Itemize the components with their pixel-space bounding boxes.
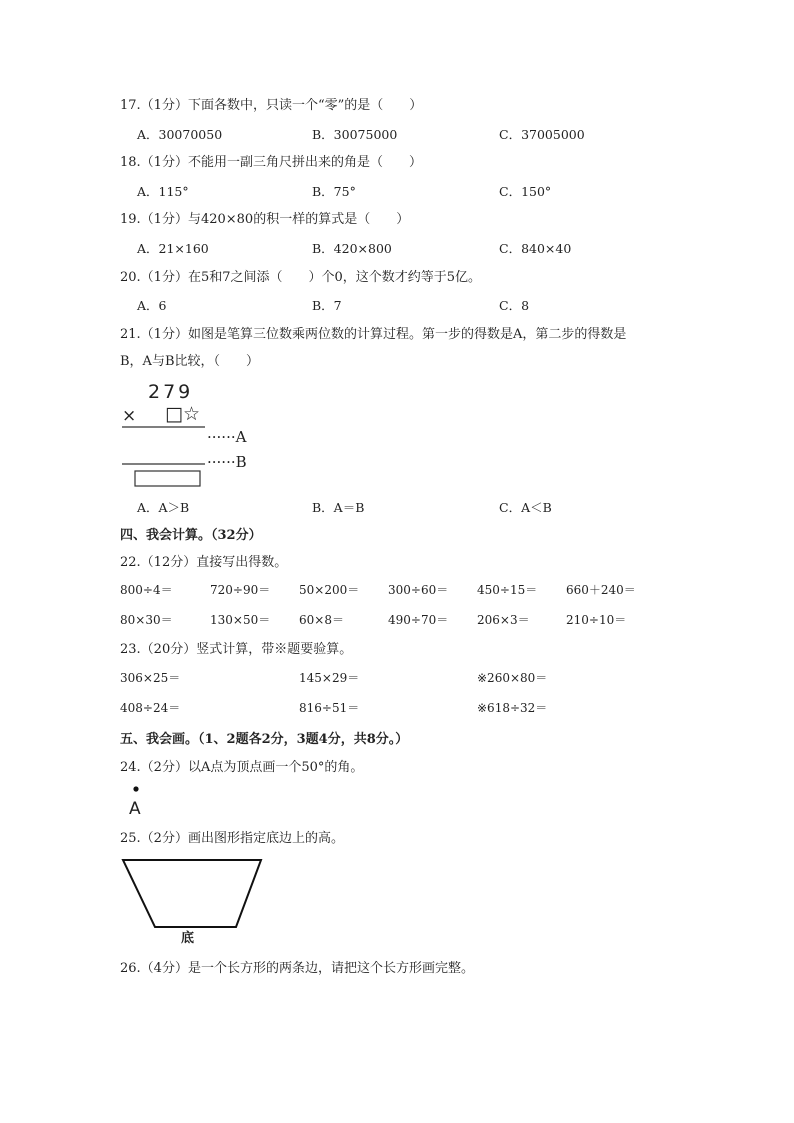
q19-option-c[interactable]: C．840×40 — [499, 241, 572, 256]
q26-stem: 26.（4分）是一个长方形的两条边，请把这个长方形画完整。 — [120, 961, 474, 976]
q22-r2-c5: 206×3＝ — [477, 613, 530, 627]
q22-r1-c6: 660＋240＝ — [566, 583, 636, 597]
multiplicand-279: 279 — [148, 381, 194, 403]
q23-stem: 23.（20分）竖式计算，带※题要验算。 — [120, 642, 353, 657]
q21-option-c[interactable]: C．A＜B — [499, 500, 552, 515]
base-label: 底 — [181, 931, 195, 946]
q23-r2-c2: 816÷51＝ — [299, 701, 360, 715]
q18-option-c[interactable]: C．150° — [499, 184, 552, 199]
q17-option-a[interactable]: A．30070050 — [137, 127, 223, 142]
point-label-a: A — [129, 799, 141, 819]
q20-option-b[interactable]: B．7 — [312, 298, 342, 313]
q22-r2-c2: 130×50＝ — [210, 613, 271, 627]
q19-option-b[interactable]: B．420×800 — [312, 241, 392, 256]
q22-r2-c6: 210÷10＝ — [566, 613, 627, 627]
section5-title: 五、我会画。（1、2题各2分，3题4分，共8分。） — [120, 732, 409, 747]
q22-r1-c2: 720÷90＝ — [210, 583, 271, 597]
q25-stem: 25.（2分）画出图形指定底边上的高。 — [120, 831, 344, 846]
q19-option-a[interactable]: A．21×160 — [137, 241, 209, 256]
q17-option-b[interactable]: B．30075000 — [312, 127, 398, 142]
q23-r2-c3: ※618÷32＝ — [477, 701, 548, 715]
q22-r2-c4: 490÷70＝ — [388, 613, 449, 627]
q21-option-b[interactable]: B．A＝B — [312, 500, 365, 515]
trapezoid — [123, 860, 261, 927]
q22-r1-c4: 300÷60＝ — [388, 583, 449, 597]
q20-stem: 20.（1分）在5和7之间添（ ）个0，这个数才约等于5亿。 — [120, 270, 482, 285]
label-a: ······A — [207, 428, 247, 446]
q21-option-a[interactable]: A．A＞B — [137, 500, 190, 515]
q22-r1-c3: 50×200＝ — [299, 583, 360, 597]
q24-stem: 24.（2分）以A点为顶点画一个50°的角。 — [120, 760, 364, 775]
q22-r2-c1: 80×30＝ — [120, 613, 173, 627]
q22-stem: 22.（12分）直接写出得数。 — [120, 555, 288, 570]
section4-title: 四、我会计算。（32分） — [120, 528, 262, 543]
times-sign: × — [122, 406, 137, 426]
q22-r1-c1: 800÷4＝ — [120, 583, 173, 597]
box-star-digits: □☆ — [165, 403, 200, 425]
q19-stem: 19.（1分）与420×80的积一样的算式是（ ） — [120, 212, 410, 227]
q18-stem: 18.（1分）不能用一副三角尺拼出来的角是（ ） — [120, 155, 422, 170]
q23-r1-c1: 306×25＝ — [120, 671, 181, 685]
q20-option-c[interactable]: C．8 — [499, 298, 530, 313]
q22-r1-c5: 450÷15＝ — [477, 583, 538, 597]
q23-r1-c2: 145×29＝ — [299, 671, 360, 685]
q22-r2-c3: 60×8＝ — [299, 613, 344, 627]
q18-option-a[interactable]: A．115° — [137, 184, 189, 199]
q23-r1-c3: ※260×80＝ — [477, 671, 548, 685]
q18-option-b[interactable]: B．75° — [312, 184, 356, 199]
q17-stem: 17.（1分）下面各数中，只读一个“零”的是（ ） — [120, 98, 423, 113]
q23-r2-c1: 408÷24＝ — [120, 701, 181, 715]
q17-option-c[interactable]: C．37005000 — [499, 127, 585, 142]
label-b: ······B — [207, 453, 247, 471]
q21-stem-line1: 21.（1分）如图是笔算三位数乘两位数的计算过程。第一步的得数是A，第二步的得数是 — [120, 327, 627, 342]
q21-stem-line2: B，A与B比较，（ ） — [120, 354, 259, 369]
q20-option-a[interactable]: A．6 — [137, 298, 167, 313]
